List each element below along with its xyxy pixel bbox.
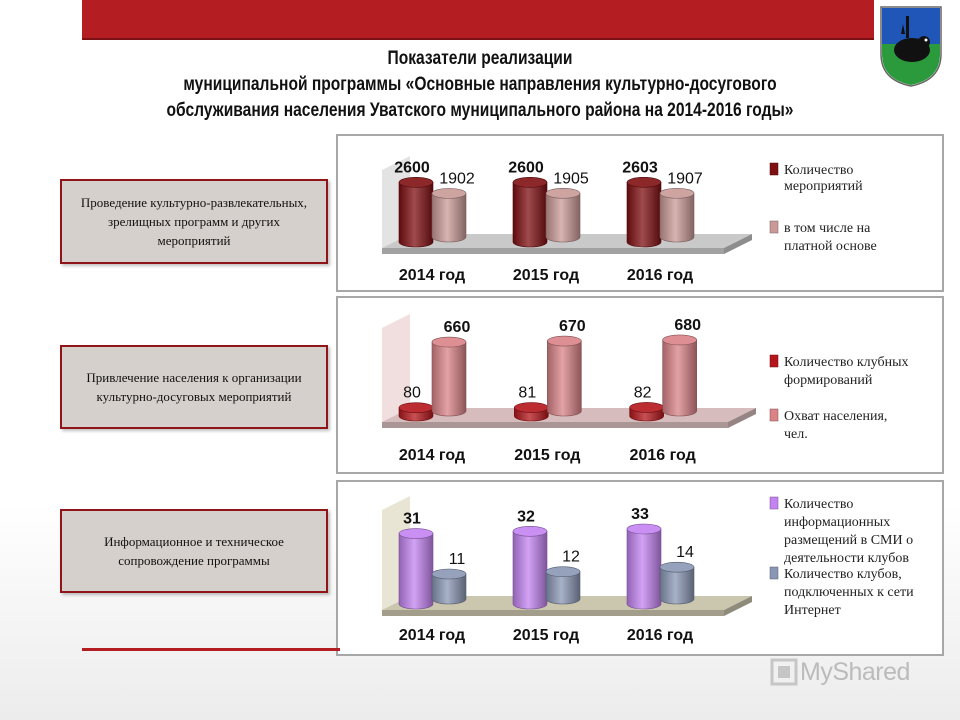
chart-floor-edge: [382, 610, 724, 616]
legend-swatch-0-1: [770, 221, 778, 233]
legend-swatch-1-0: [770, 355, 778, 367]
bar-1-1-0: [432, 337, 466, 416]
value-label-0-1-1: 1905: [553, 170, 589, 188]
chart-floor-edge: [382, 248, 724, 254]
category-label-2-0: 2014 год: [398, 627, 466, 644]
header-bar: [82, 0, 874, 40]
bar-1-0-2: [630, 402, 664, 421]
legend-entry-2-1: Количество клубов, подключенных к сети Интернет: [784, 567, 914, 618]
bar-0-1-1: [546, 188, 580, 242]
chart-info: [338, 482, 942, 654]
bar-2-1-2: [660, 562, 694, 604]
page-title: [86, 46, 873, 124]
bar-2-0-2: [627, 524, 661, 609]
value-label-1-1-2: 680: [674, 316, 702, 334]
category-label-2-1: 2015 год: [512, 627, 580, 644]
bar-2-1-1: [546, 567, 580, 604]
value-label-2-1-0: 11: [448, 551, 466, 568]
watermark-text: MyShared: [800, 658, 910, 686]
category-label-0-2: 2016 год: [626, 267, 694, 284]
bar-1-1-2: [663, 335, 697, 416]
side-label-events: Проведение культурно-развлекательных, зрелищных программ и других мероприятий: [60, 179, 328, 264]
category-label-1-1: 2015 год: [514, 447, 581, 464]
chart-panel-events: [336, 134, 944, 292]
legend-entry-1-1: Охват населения, чел.: [784, 409, 888, 442]
value-label-1-1-1: 670: [558, 318, 586, 336]
bar-2-1-0: [432, 569, 466, 604]
legend-swatch-2-1: [770, 567, 778, 579]
bar-2-0-0: [399, 529, 433, 609]
value-label-2-0-2: 33: [631, 506, 649, 523]
title-line-3: обслуживания населения Уватского муниципального района на 2014-2016 годы»: [166, 100, 794, 121]
value-label-2-1-1: 12: [562, 548, 580, 566]
bar-0-1-2: [660, 188, 694, 242]
bar-1-1-1: [547, 336, 581, 416]
coat-of-arms-icon: [878, 4, 944, 88]
side-label-engagement: Привлечение населения к организации культурно-досуговых мероприятий: [60, 345, 328, 429]
legend-swatch-1-1: [770, 409, 778, 421]
legend-entry-2-0: Количество информационных размещений в СМИ о деятельности клубов: [784, 497, 914, 566]
bar-0-1-0: [432, 188, 466, 242]
value-label-1-1-0: 660: [443, 319, 471, 337]
value-label-2-0-1: 32: [517, 508, 535, 526]
footer-line: [82, 648, 340, 651]
category-label-1-0: 2014 год: [398, 447, 466, 464]
category-label-1-2: 2016 год: [629, 447, 696, 464]
chart-panel-info: [336, 480, 944, 656]
legend-entry-0-0: Количество мероприятий: [784, 163, 863, 194]
category-label-2-2: 2016 год: [626, 627, 694, 644]
bar-1-0-1: [514, 403, 548, 421]
side-label-info-support: Информационное и техническое сопровождение программы: [60, 509, 328, 593]
legend-entry-0-1: в том числе на платной основе: [784, 221, 877, 254]
legend-swatch-2-0: [770, 497, 778, 509]
chart-engagement: [338, 298, 942, 472]
title-line-1: Показатели реализации: [387, 48, 573, 69]
value-label-2-1-2: 14: [676, 544, 694, 562]
chart-events: [338, 136, 942, 290]
bar-1-0-0: [399, 403, 433, 421]
chart-floor-edge: [382, 422, 728, 428]
value-label-0-0-2: 2603: [622, 159, 658, 177]
legend-swatch-0-0: [770, 163, 778, 175]
value-label-0-1-2: 1907: [667, 170, 703, 188]
bar-0-0-2: [627, 177, 661, 247]
bar-2-0-1: [513, 526, 547, 609]
title-line-2: муниципальной программы «Основные направления культурно-досугового: [183, 74, 777, 95]
value-label-1-0-2: 82: [633, 384, 652, 402]
value-label-0-0-0: 2600: [394, 159, 430, 177]
category-label-0-0: 2014 год: [398, 267, 466, 284]
category-label-0-1: 2015 год: [512, 267, 580, 284]
value-label-1-0-0: 80: [403, 384, 421, 402]
bar-0-0-1: [513, 177, 547, 247]
value-label-1-0-1: 81: [518, 384, 537, 402]
value-label-0-1-0: 1902: [439, 170, 475, 188]
chart-panel-engagement: [336, 296, 944, 474]
legend-entry-1-0: Количество клубных формирований: [784, 355, 909, 388]
bar-0-0-0: [399, 177, 433, 247]
value-label-0-0-1: 2600: [508, 159, 544, 177]
value-label-2-0-0: 31: [403, 510, 421, 528]
